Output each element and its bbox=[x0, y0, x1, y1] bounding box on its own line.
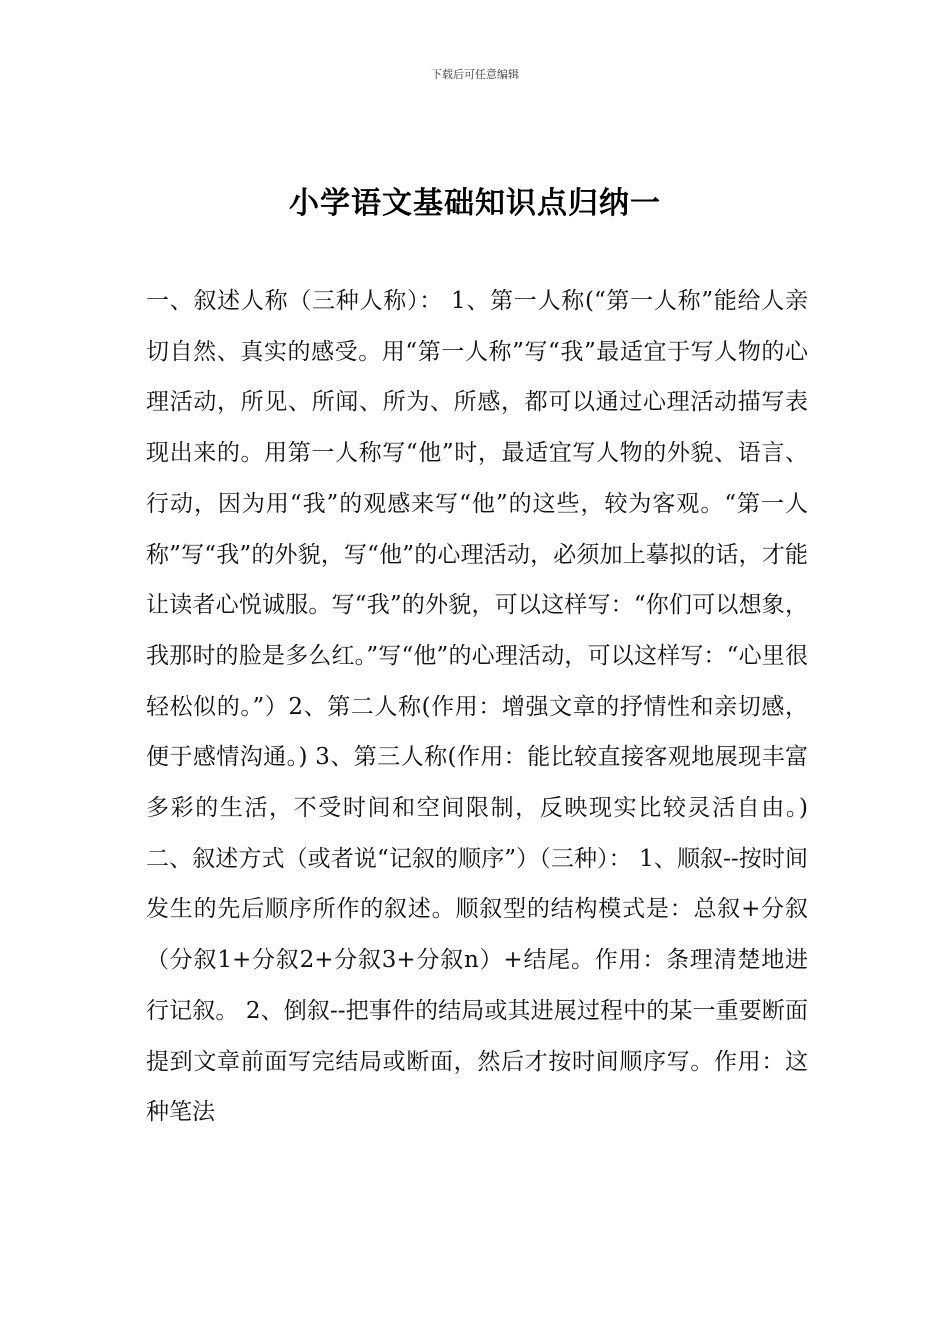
document-body-text: 一、叙述人称（三种人称）： 1、第一人称(“第一人称”能给人亲切自然、真实的感受。用“第一人称”写“我”最适宜于写人物的心理活动，所见、所闻、所为、所感，都可以通过心理活动描写表现出来的。用第一人称写“他”时，最适宜写人物的外貌、语言、行动，因为用“我”的观感来写“他”的这些，较为客观。“第一人称”写“我”的外貌，写“他”的心理活动，必须加上摹拟的话，才能让读者心悦诚服。写“我”的外貌，可以这样写：“你们可以想象，我那时的脸是多么红。”写“他”的心理活动，可以这样写：“心里很轻松似的。”）2、第二人称(作用：增强文章的抒情性和亲切感，便于感情沟通。) 3、第三人称(作用：能比较直接客观地展现丰富多彩的生活，不受时间和空间限制，反映现实比较灵活自由。) 二、叙述方式（或者说“记叙的顺序”）（三种）： 1、顺叙--按时间发生的先后顺序所作的叙述。顺叙型的结构模式是：总叙+分叙（分叙1+分叙2+分叙3+分叙n）+结尾。作用：条理清楚地进行记叙。 2、倒叙--把事件的结局或其进展过程中的某一重要断面提到文章前面写完结局或断面，然后才按时间顺序写。作用：这种笔法 bbox=[146, 288, 808, 1126]
page-header-note: 下载后可任意编辑 bbox=[431, 68, 519, 81]
document-title: 小学语文基础知识点归纳一 bbox=[289, 186, 661, 221]
